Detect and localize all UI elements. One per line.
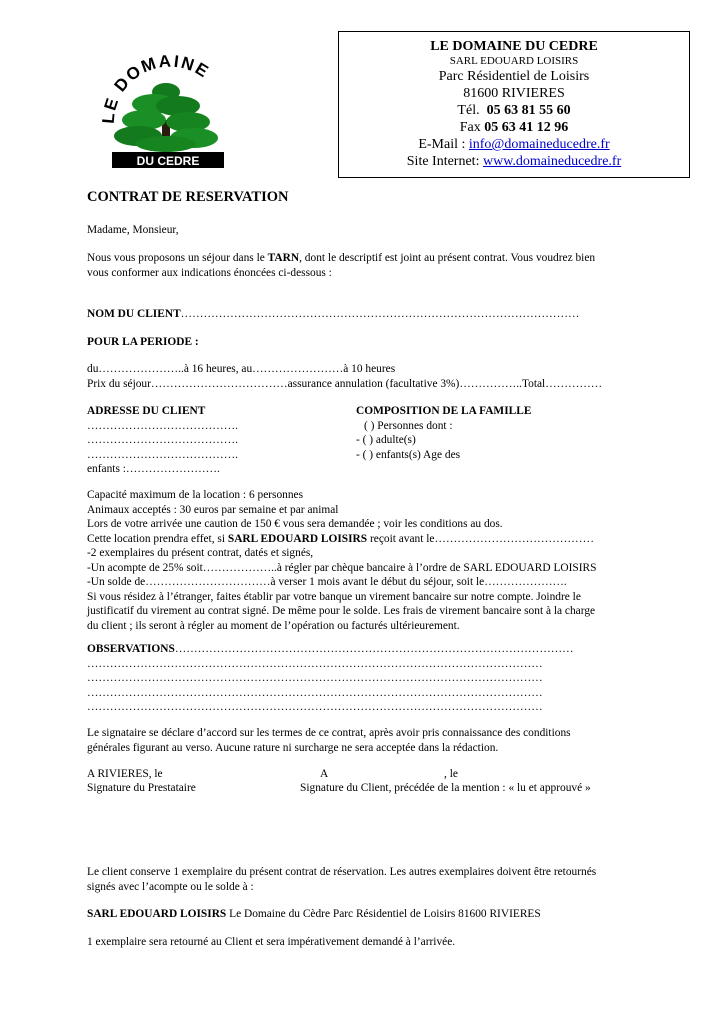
- observation-line: …………………………………………………………………………………………………………: [87, 672, 543, 684]
- family-label: COMPOSITION DE LA FAMILLE: [356, 405, 532, 417]
- family-composition-section[interactable]: [356, 404, 531, 462]
- observation-line: …………………………………………………………………………………………………………: [87, 657, 543, 670]
- return-address: SARL EDOUARD LOISIRS Le Domaine du Cèdre Parc Résidentiel de Loisirs 81600 RIVIERES: [87, 908, 541, 920]
- domain-name: LE DOMAINE DU CEDRE: [430, 39, 598, 54]
- intro-paragraph: Nous vous proposons un séjour dans le TARN, dont le descriptif est joint au présent contrat. Vous voudrez bien vous conformer aux indications énoncées ci-dessous :: [87, 252, 596, 279]
- children-line: enfants :…………………….: [87, 463, 220, 475]
- conditions-paragraph: Capacité maximum de la location : 6 personnes Animaux acceptés : 30 euros par semaine et par animal Lors de votre arrivée une caution de 150 € vous sera demandée ; voir les conditions au dos. Cette location prendra effet, si SARL EDOUARD LOISIRS reçoit avant le…………………………………… -2 exemplaires du présent contrat, datés et signés, -Un acompte de 25% soit………………..à régler par chèque bancaire à l’ordre de SARL EDOUARD LOISIRS -Un solde de……………………………à verser 1 mois avant le début du séjour, soit le…………………. Si vous résidez à l’étranger, faites établir par votre banque un virement bancaire sur notre compte. Joindre le justificatif du virement au contrat signé. De même pour le solde. Les frais de virement bancaire sont à la charge du client ; ils seront à régler au moment de l’opération ou facturés ultérieurement.: [87, 489, 597, 632]
- email-link[interactable]: info@domaineducedre.fr: [468, 137, 610, 152]
- children-age-line: - ( ) enfants(s) Age des: [356, 448, 461, 461]
- persons-line: ( ) Personnes dont :: [364, 419, 453, 432]
- observations-label: OBSERVATIONS: [87, 643, 175, 655]
- city: 81600 RIVIERES: [463, 86, 565, 101]
- price-line: Prix du séjour………………………………assurance annulation (facultative 3%)……………..Total……………: [87, 377, 603, 390]
- company-bold: SARL EDOUARD LOISIRS: [227, 532, 368, 545]
- company-header-box: [338, 31, 690, 178]
- observation-line: …………………………………………………………………………………………………………: [87, 686, 543, 699]
- company-name: SARL EDOUARD LOISIRS: [449, 55, 579, 67]
- phone-number: 05 63 81 55 60: [486, 103, 571, 118]
- email-line: E-Mail : info@domaineducedre.fr: [418, 137, 610, 152]
- address-line: ………………………………….: [87, 448, 238, 461]
- region-name: TARN: [267, 252, 300, 264]
- client-address-section[interactable]: [87, 404, 238, 477]
- period-fields[interactable]: [87, 362, 647, 391]
- cedar-tree-logo-icon: [94, 52, 240, 174]
- park-name: Parc Résidentiel de Loisirs: [438, 69, 590, 84]
- period-label: POUR LA PERIODE :: [87, 336, 199, 348]
- website-link[interactable]: www.domaineducedre.fr: [482, 154, 622, 169]
- fax-number: 05 63 41 12 96: [484, 120, 569, 135]
- client-place: A: [320, 768, 329, 780]
- website-line: Site Internet: www.domaineducedre.fr: [406, 154, 622, 169]
- logo-band-text: DU CEDRE: [136, 154, 200, 168]
- return-company: SARL EDOUARD LOISIRS: [87, 908, 227, 920]
- dates-line: du…………………..à 16 heures, au……………………à 10 heures: [87, 363, 396, 375]
- address-line: ………………………………….: [87, 419, 238, 432]
- contract-title: CONTRAT DE RESERVATION: [87, 189, 289, 205]
- domaine-du-cedre-logo: [94, 52, 240, 174]
- fax-line: Fax 05 63 41 12 96: [459, 120, 569, 135]
- final-note: 1 exemplaire sera retourné au Client et sera impérativement demandé à l’arrivée.: [87, 936, 456, 948]
- client-name-field[interactable]: NOM DU CLIENT……………………………………………………………………………………………: [87, 308, 580, 320]
- observations-section[interactable]: OBSERVATIONS…………………………………………………………………………………………… ………………………………………………………………………………………………………… ………………………………………………………………………………………………………… ………………………………………………………………………………………………………… …………………………………………………………………………………………………………: [87, 642, 647, 715]
- return-instructions: Le client conserve 1 exemplaire du présent contrat de réservation. Les autres exemplaires doivent être retournés signés avec l’acompte ou le solde à :: [87, 866, 597, 893]
- address-label: ADRESSE DU CLIENT: [87, 405, 206, 417]
- logo-arc-text: LE DOMAINE: [98, 52, 214, 125]
- observation-line: …………………………………………………………………………………………………………: [87, 701, 543, 713]
- phone-line: Tél. 05 63 81 55 60: [457, 103, 571, 118]
- adults-line: - ( ) adulte(s): [356, 434, 416, 446]
- client-signature-label: Signature du Client, précédée de la mention : « lu et approuvé »: [300, 782, 591, 794]
- agreement-paragraph: Le signataire se déclare d’accord sur les termes de ce contrat, après avoir pris connaissance des conditions générales figurant au verso. Aucune rature ni surcharge ne sera acceptée dans la rédaction.: [87, 727, 571, 754]
- client-date: , le: [444, 768, 458, 780]
- provider-signature-label: Signature du Prestataire: [87, 782, 196, 794]
- address-line: ………………………………….: [87, 434, 238, 446]
- client-name-label: NOM DU CLIENT: [87, 308, 181, 320]
- greeting: Madame, Monsieur,: [87, 224, 179, 236]
- provider-place-date: A RIVIERES, le: [87, 768, 163, 780]
